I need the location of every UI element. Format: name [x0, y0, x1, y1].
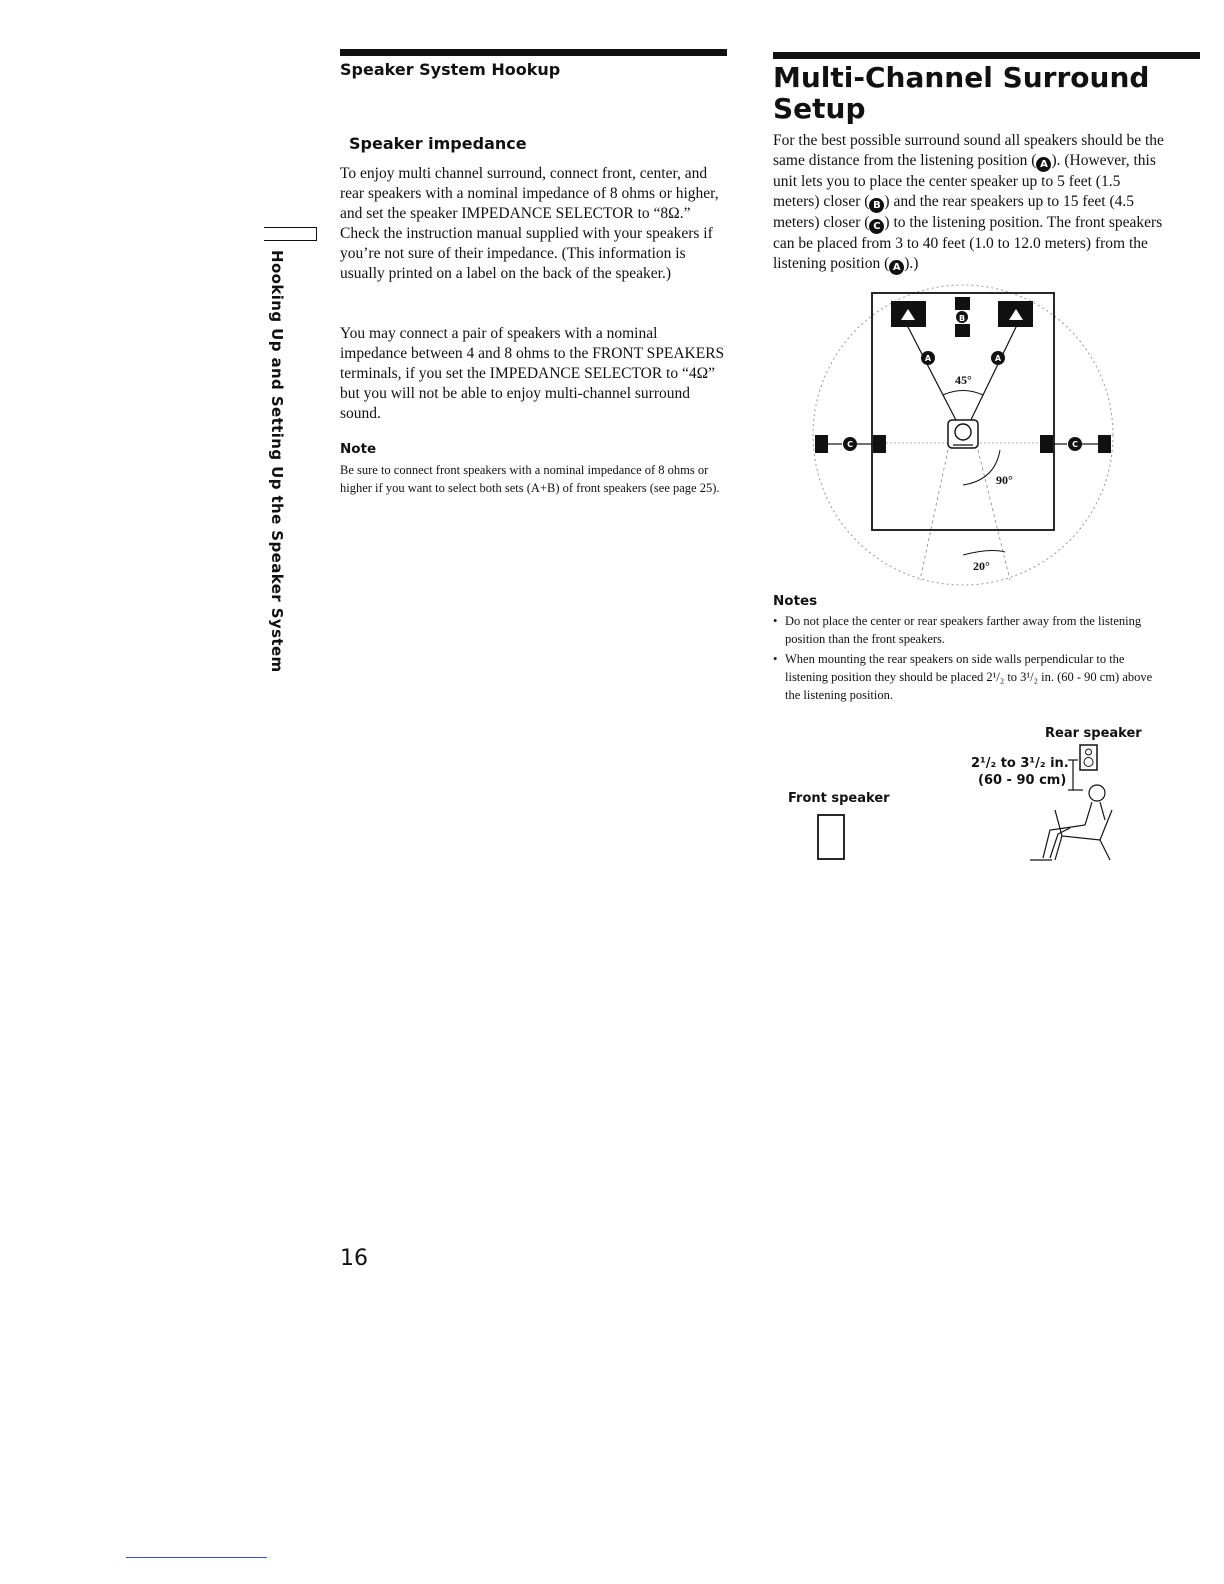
rear-left-speaker-icon — [815, 435, 886, 453]
diagram-marker-c-right: C — [1072, 440, 1078, 449]
right-header-rule — [773, 52, 1200, 59]
impedance-paragraph-2: You may connect a pair of speakers with a nominal impedance between 4 and 8 ohms to the FRONT SPEAKERS terminals, if you set the IMPEDANCE SELECTOR to “4Ω” but you will not be able to enjoy multi-channel surround sound. — [340, 325, 725, 422]
marker-a: A — [1036, 157, 1051, 172]
diagram-marker-b: B — [958, 314, 966, 323]
note-text: Be sure to connect front speakers with a nominal impedance of 8 ohms or higher if you want to select both sets (A+B) of front speakers (see page 25). — [340, 463, 720, 495]
speaker-placement-diagram — [800, 280, 1130, 590]
footer-line — [126, 1557, 267, 1558]
center-speaker-icon — [955, 297, 970, 337]
rear-speaker-label: Rear speaker — [1045, 726, 1142, 741]
page-number: 16 — [340, 1246, 368, 1271]
note-heading: Note — [340, 441, 377, 457]
seated-listener-icon — [1030, 785, 1112, 860]
angle-20-label: 20° — [973, 559, 990, 573]
note-item: • When mounting the rear speakers on side walls perpendicular to the listening position they should be placed 2¹/₂ to 3¹/₂ in. (60 - 90 cm) above the listening position. — [773, 650, 1158, 704]
front-right-speaker-icon — [998, 301, 1033, 327]
mounting-height-diagram — [800, 740, 1120, 870]
notes-heading: Notes — [773, 593, 818, 609]
marker-b: B — [869, 198, 884, 213]
impedance-paragraph-1: To enjoy multi channel surround, connect front, center, and rear speakers with a nominal impedance of 8 ohms or higher, and set the speaker IMPEDANCE SELECTOR to “8Ω.” Check the instruction manual supplied with your speakers if you’re not sure of their impedance. (This information is usually printed on a label on the back of the speaker.) — [340, 165, 719, 282]
front-left-speaker-icon — [891, 301, 926, 327]
angle-45-label: 45° — [955, 373, 972, 387]
front-speaker-label: Front speaker — [788, 791, 890, 806]
surround-intro: For the best possible surround sound all speakers should be the same distance from the listening position ( A ). (However, this unit lets you to place the center speaker up to 5 feet (1.5 meters) closer ( B ) and the rear speakers up to 15 feet (4.5 meters) closer ( C ) to the listening position. The front speakers can be placed from 3 to 40 feet (1.0 to 12.0 meters) from the listening position ( A ).) — [773, 132, 1164, 273]
diagram-marker-a-right: A — [994, 354, 1002, 363]
marker-a-2: A — [889, 260, 904, 275]
front-speaker-outline — [818, 815, 844, 859]
angle-90-label: 90° — [996, 473, 1013, 487]
note-item: • Do not place the center or rear speakers farther away from the listening position than the front speakers. — [773, 612, 1158, 648]
marker-c: C — [869, 219, 884, 234]
rear-right-speaker-icon — [1040, 435, 1111, 453]
diagram-marker-c-left: C — [847, 440, 853, 449]
diagram-marker-a-left: A — [924, 354, 932, 363]
section-header: Speaker System Hookup — [340, 60, 561, 79]
rear-speaker-small-icon — [1080, 745, 1097, 770]
height-imperial-label: 2¹/₂ to 3¹/₂ in. — [971, 756, 1069, 771]
height-metric-label: (60 - 90 cm) — [978, 773, 1067, 788]
subheading-speaker-impedance: Speaker impedance — [349, 134, 527, 153]
side-tab-label: Hooking Up and Setting Up the Speaker System — [268, 250, 286, 673]
side-tab-bracket — [264, 227, 317, 241]
listener-icon — [948, 420, 978, 448]
page-title: Multi-Channel Surround Setup — [773, 61, 1150, 125]
left-header-rule — [340, 49, 727, 56]
notes-list — [773, 612, 1158, 706]
